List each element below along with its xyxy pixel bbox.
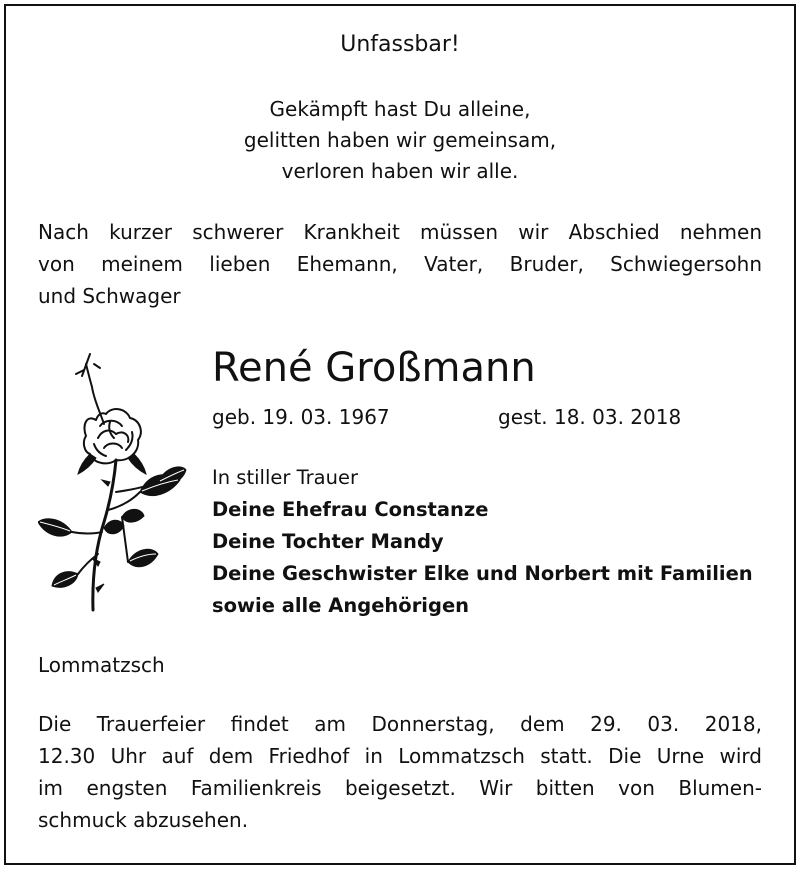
- intro-paragraph: [38, 216, 762, 312]
- service-line: schmuck abzusehen.: [38, 808, 249, 832]
- intro-line: von meinem lieben Ehemann, Vater, Bruder, Schwiegersohn: [38, 252, 762, 276]
- intro-line: und Schwager: [38, 284, 181, 308]
- service-line: im engsten Familienkreis beigesetzt. Wir bitten von Blumen-: [38, 776, 762, 800]
- rose-icon: [38, 342, 188, 622]
- service-line: Die Trauerfeier findet am Donnerstag, dem 29. 03. 2018,: [38, 712, 762, 736]
- mourners-block: [212, 462, 772, 622]
- service-paragraph: [38, 708, 762, 836]
- mourners-intro: In stiller Trauer: [212, 466, 358, 489]
- mourner-line: Deine Geschwister Elke und Norbert mit Familien: [212, 562, 753, 585]
- verse-line: gelitten haben wir gemeinsam,: [243, 128, 557, 152]
- verse-line: verloren haben wir alle.: [281, 159, 519, 183]
- mourner-line: Deine Ehefrau Constanze: [212, 498, 489, 521]
- intro-line: Nach kurzer schwerer Krankheit müssen wir Abschied nehmen: [38, 220, 762, 244]
- deceased-name: René Großmann: [212, 345, 536, 391]
- place-name: Lommatzsch: [38, 653, 165, 677]
- verse-block: [0, 94, 800, 187]
- service-line: 12.30 Uhr auf dem Friedhof in Lommatzsch statt. Die Urne wird: [38, 744, 762, 768]
- birth-date: geb. 19. 03. 1967: [212, 405, 390, 429]
- death-date: gest. 18. 03. 2018: [498, 405, 682, 429]
- mourner-line: Deine Tochter Mandy: [212, 530, 444, 553]
- notice-heading: Unfassbar!: [340, 32, 460, 57]
- mourner-line: sowie alle Angehörigen: [212, 594, 470, 617]
- verse-line: Gekämpft hast Du alleine,: [269, 97, 531, 121]
